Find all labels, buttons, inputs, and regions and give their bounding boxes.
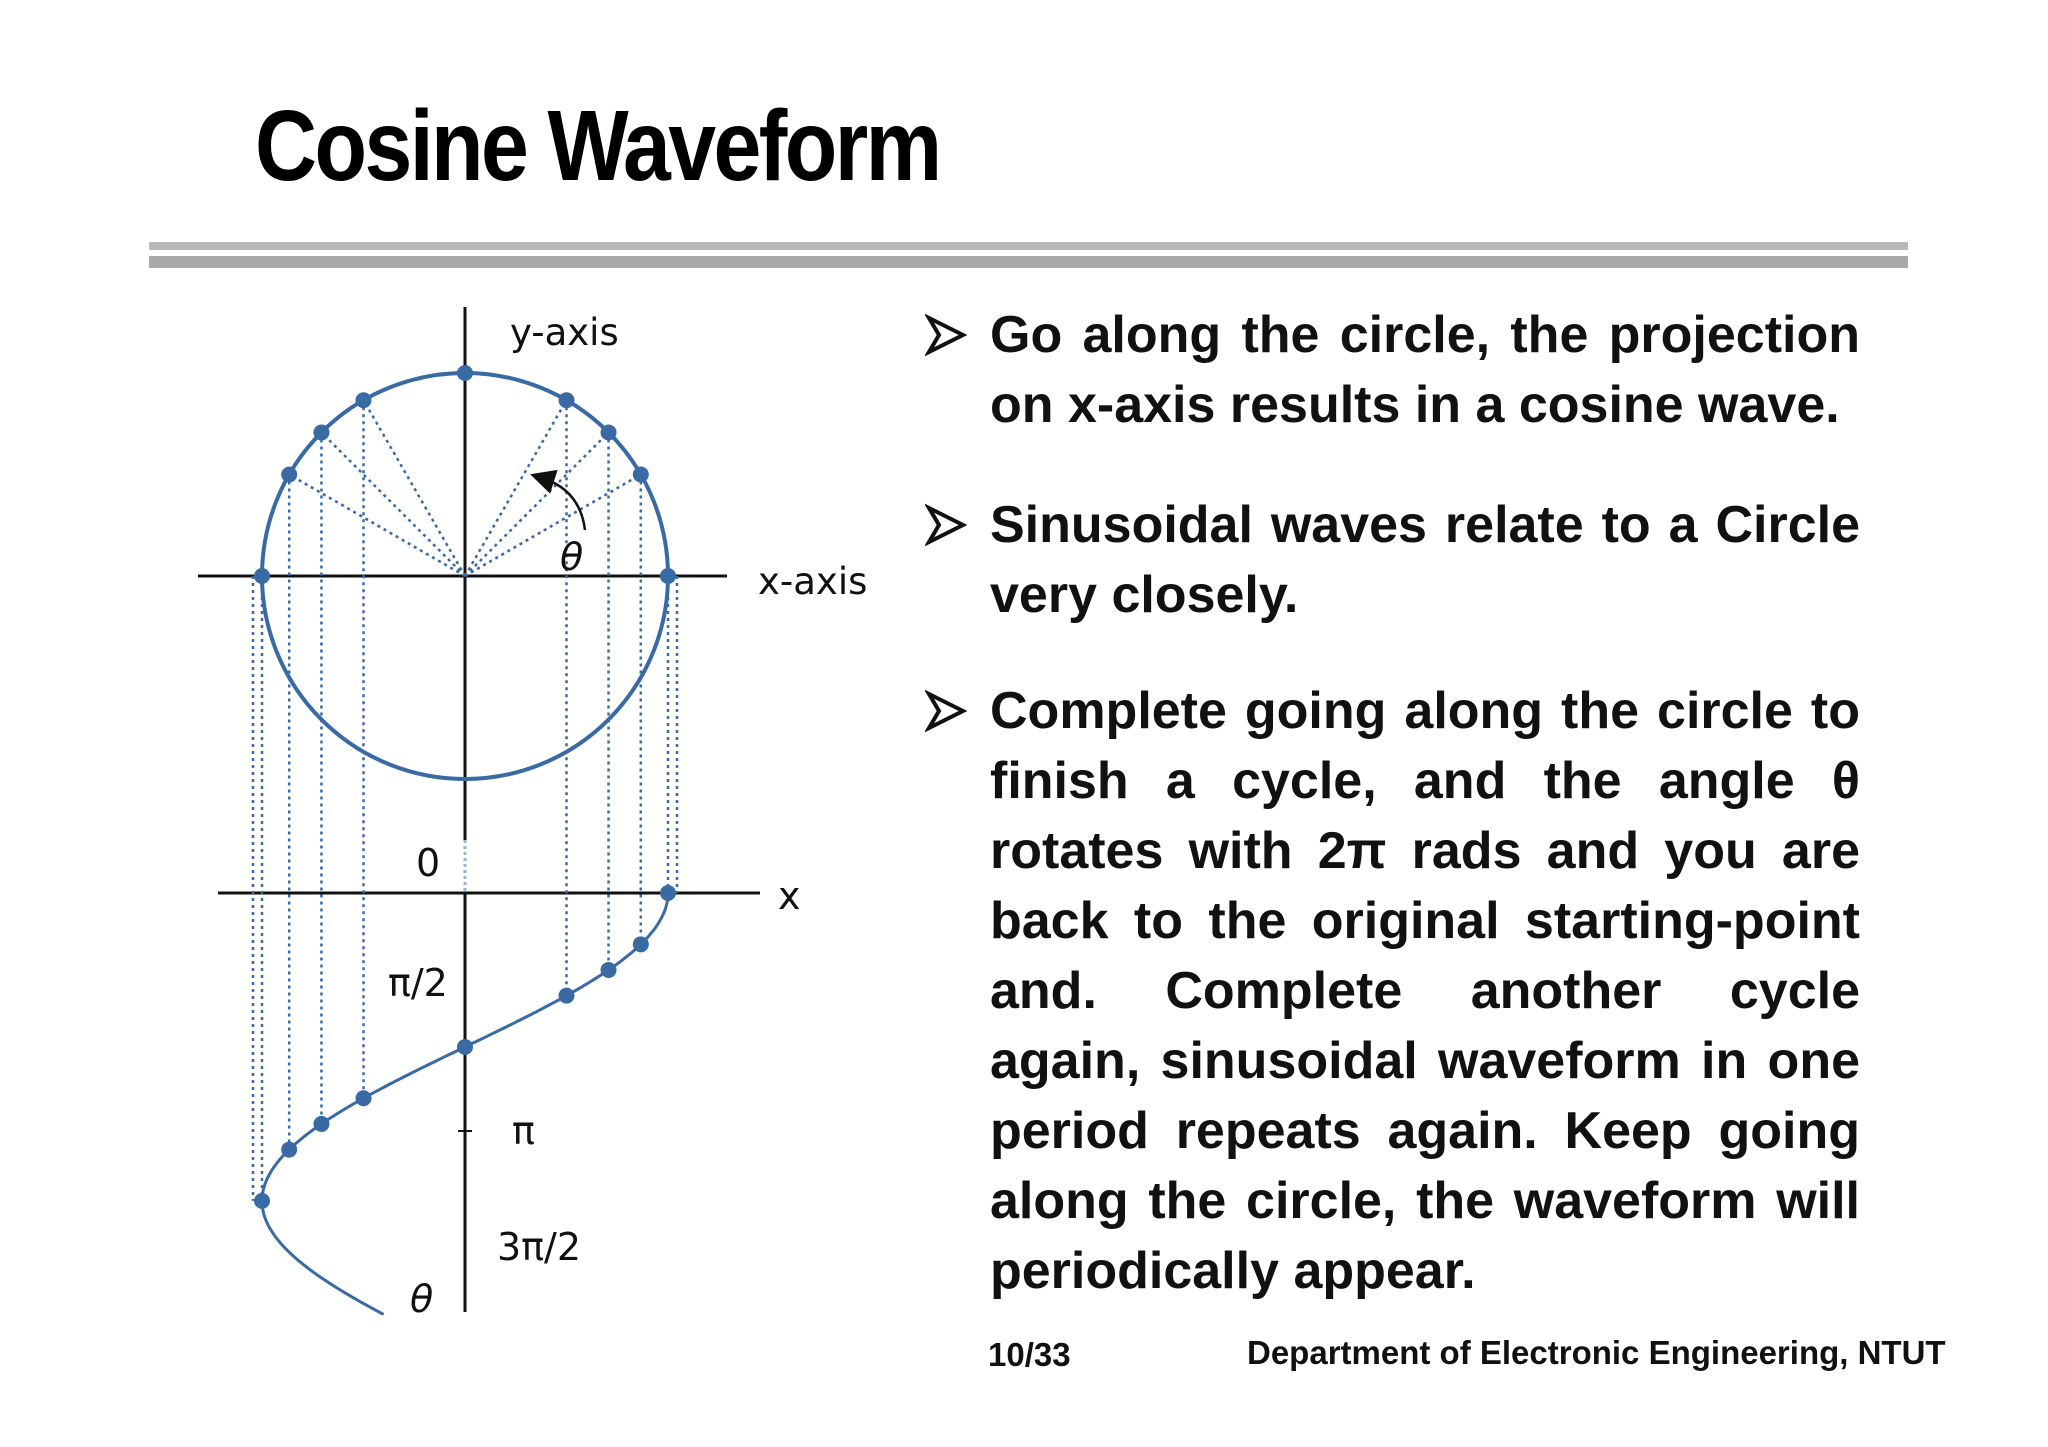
circle-point — [633, 467, 649, 483]
wave-theta-axis-label: θ — [410, 1277, 434, 1321]
radius-line — [465, 475, 641, 577]
wave-origin-label: 0 — [416, 841, 441, 885]
cosine-diagram — [0, 0, 900, 1447]
page-number: 10/33 — [988, 1336, 1071, 1373]
bullet-list — [925, 300, 1860, 1306]
circle-point — [313, 424, 329, 440]
bullet-item — [925, 300, 1860, 440]
y-axis-label: y-axis — [510, 311, 619, 354]
bullet-text: Sinusoidal waves relate to a Circle very closely. — [990, 496, 1860, 624]
arrow-bullet-icon — [925, 676, 969, 746]
wave-x-label: x — [778, 874, 801, 918]
footer-department: Department of Electronic Engineering, NTUT — [1247, 1334, 1946, 1371]
radius-line — [289, 475, 465, 577]
radius-line — [364, 400, 466, 576]
tick-label-pi-over-2: π/2 — [388, 961, 448, 1005]
bullet-text: Go along the circle, the projection on x-axis results in a cosine wave. — [990, 306, 1860, 434]
circle-point — [281, 467, 297, 483]
bullet-text: Complete going along the circle to finish a cycle, and the angle θ rotates with 2π rads and you are back to the original starting-point and. Complete another cycle again, sinusoidal waveform in one period repeats again. Keep going along the circle, the waveform will periodically appear. — [990, 682, 1860, 1300]
circle-point — [254, 568, 270, 584]
x-axis-label: x-axis — [758, 560, 868, 603]
bullet-item — [925, 676, 1860, 1306]
radius-line — [465, 400, 567, 576]
arrow-bullet-icon — [925, 490, 969, 560]
circle-point — [457, 365, 473, 381]
arrow-bullet-icon — [925, 300, 969, 370]
circle-point — [559, 392, 575, 408]
angle-label: θ — [560, 535, 584, 579]
tick-label-3pi-over-2: 3π/2 — [497, 1225, 582, 1269]
circle-point — [356, 392, 372, 408]
circle-point — [601, 424, 617, 440]
angle-arc-arrow — [542, 478, 585, 530]
bullet-item — [925, 490, 1860, 630]
page-title: Cosine Waveform — [255, 90, 940, 202]
tick-label-pi: π — [512, 1109, 535, 1153]
circle-point — [660, 568, 676, 584]
